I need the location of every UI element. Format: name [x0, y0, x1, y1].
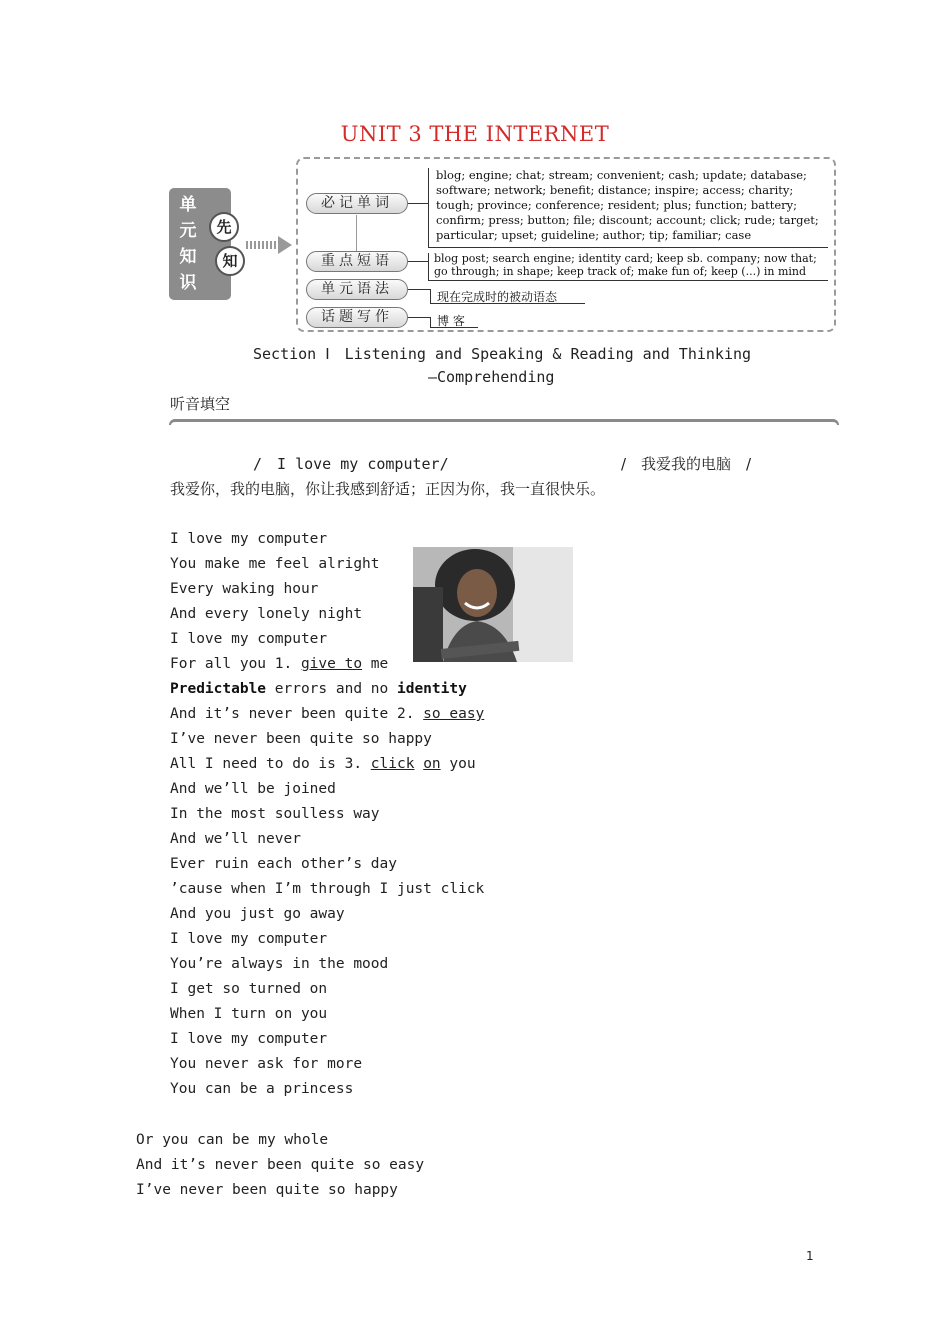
- connector-line: [430, 289, 431, 303]
- song-title-zh: / 我爱我的电脑 /: [621, 455, 752, 473]
- lyric-line: And you just go away: [170, 906, 345, 922]
- label-grammar: 单元语法: [306, 279, 408, 300]
- arrow-head-icon: [278, 236, 292, 254]
- label-words: 必记单词: [306, 193, 408, 214]
- page-number: 1: [806, 1249, 814, 1263]
- answer-blank-2: so easy: [423, 706, 485, 722]
- connector-line: [408, 261, 428, 262]
- phrases-line: go through; in shape; keep track of; make fun of; keep (...) in mind: [434, 265, 807, 278]
- lyric-text: you: [440, 756, 476, 772]
- lyric-line: And we’ll be joined: [170, 781, 336, 797]
- lyric-line: You can be a princess: [170, 1081, 354, 1097]
- lyric-line: In the most soulless way: [170, 806, 380, 822]
- lyric-line: Ever ruin each other’s day: [170, 856, 397, 872]
- lyric-line: You’re always in the mood: [170, 956, 389, 972]
- lyric-line: Every waking hour: [170, 581, 319, 597]
- connector-line: [428, 253, 429, 281]
- lyric-line: And every lonely night: [170, 606, 363, 622]
- vocab-word: Predictable: [170, 681, 267, 697]
- lyric-line: And it’s never been quite so easy: [136, 1157, 425, 1173]
- words-line: blog; engine; chat; stream; convenient; cash; update; database;: [436, 168, 807, 182]
- lyric-line: [170, 677, 467, 702]
- answer-blank-3: on: [423, 756, 441, 772]
- lyric-text: And it’s never been quite 2.: [170, 706, 424, 722]
- answer-blank-3: click: [370, 756, 415, 772]
- connector-line: [408, 289, 430, 290]
- lyric-text: errors and no: [266, 681, 397, 697]
- arrow-icon: [246, 241, 278, 249]
- lyric-line: I love my computer: [170, 1031, 328, 1047]
- lyric-text: For all you 1.: [170, 656, 301, 672]
- section-heading: Section Ⅰ Listening and Speaking & Reading and Thinking: [253, 345, 752, 363]
- lyric-line: I love my computer: [170, 531, 328, 547]
- connector-line: [356, 215, 357, 251]
- words-line: confirm; press; button; file; discount; account; click; rude; target;: [436, 213, 819, 227]
- lyric-line: And we’ll never: [170, 831, 301, 847]
- lyric-line: Or you can be my whole: [136, 1132, 329, 1148]
- connector-line: [408, 203, 428, 204]
- badge-circle-zhi: 知: [215, 246, 245, 276]
- lyric-line: I get so turned on: [170, 981, 328, 997]
- lyric-line: I love my computer: [170, 631, 328, 647]
- divider: [169, 419, 839, 425]
- lyric-line: [170, 652, 388, 677]
- lyric-line: [170, 702, 484, 727]
- lyric-line: When I turn on you: [170, 1006, 328, 1022]
- exercise-heading: 听音填空: [170, 395, 231, 413]
- connector-line: [430, 317, 431, 327]
- song-intro: 我爱你，我的电脑，你让我感到舒适；正因为你，我一直很快乐。: [170, 480, 606, 498]
- lyric-line: I’ve never been quite so happy: [136, 1182, 398, 1198]
- connector-line: [428, 247, 828, 248]
- writing-text: 博 客: [437, 314, 465, 328]
- song-title-en: / I love my computer/: [253, 455, 449, 473]
- photo-illustration: [413, 547, 573, 662]
- words-line: software; network; benefit; distance; inspire; access; charity;: [436, 183, 794, 197]
- section-subheading: —Comprehending: [428, 368, 555, 386]
- words-line: particular; upset; guideline; author; tip; familiar; case: [436, 228, 752, 242]
- lyric-line: You never ask for more: [170, 1056, 363, 1072]
- badge-circle-xian: 先: [209, 212, 239, 242]
- phrases-line: blog post; search engine; identity card; keep sb. company; now that;: [434, 252, 817, 265]
- vocab-word: identity: [396, 681, 467, 697]
- lyric-line: You make me feel alright: [170, 556, 380, 572]
- badge-char: 识: [179, 273, 197, 293]
- connector-line: [408, 317, 430, 318]
- grammar-text: 现在完成时的被动语态: [437, 290, 558, 304]
- words-line: tough; province; conference; resident; plus; function; battery;: [436, 198, 797, 212]
- girl-computer-photo: [413, 547, 573, 662]
- label-phrases: 重点短语: [306, 251, 408, 272]
- connector-line: [428, 168, 429, 247]
- badge-char: 知: [179, 247, 197, 267]
- badge-char: 单: [179, 195, 197, 215]
- connector-line: [428, 280, 828, 281]
- lyric-line: I love my computer: [170, 931, 328, 947]
- unit-knowledge-badge: [169, 188, 238, 300]
- lyric-line: I’ve never been quite so happy: [170, 731, 432, 747]
- badge-char: 元: [179, 221, 197, 241]
- lyric-line: [170, 752, 476, 777]
- answer-blank-1: give to: [300, 656, 363, 672]
- lyric-line: ’cause when I’m through I just click: [170, 881, 485, 897]
- label-writing: 话题写作: [306, 307, 408, 328]
- lyric-text: me: [362, 656, 389, 672]
- unit-title: UNIT 3 THE INTERNET: [340, 122, 610, 146]
- lyric-text: All I need to do is 3.: [170, 756, 371, 772]
